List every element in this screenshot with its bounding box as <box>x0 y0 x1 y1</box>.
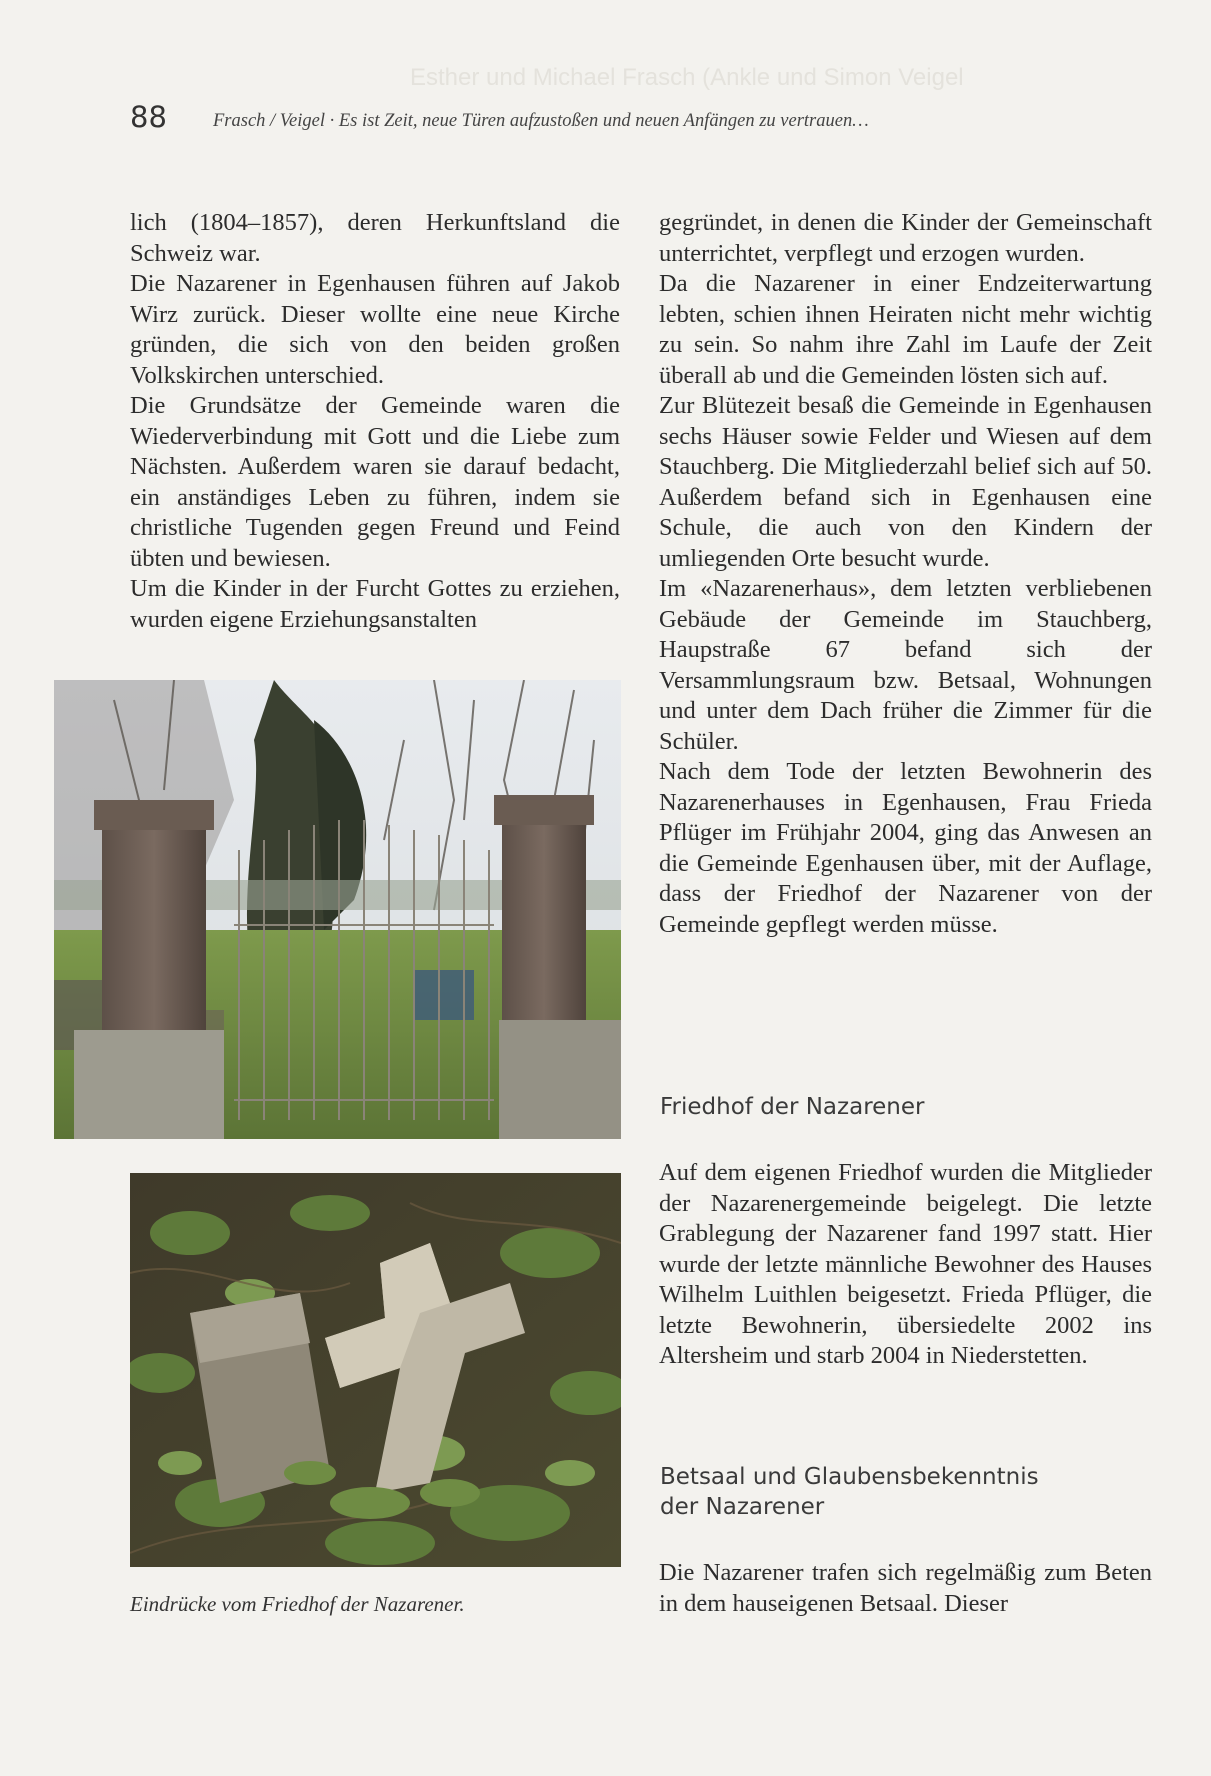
section-betsaal-body <box>659 1558 1152 1619</box>
left-paragraph-1: lich (1804–1857), deren Herkunftsland die Schweiz war. <box>130 209 620 267</box>
section-friedhof-body <box>659 1158 1152 1372</box>
right-paragraph-5: Nach dem Tode der letzten Bewohnerin des Nazarenerhauses in Egenhausen, Frau Frieda Pflüger im Frühjahr 2004, ging das Anwesen an die Gemeinde Egenhausen über, mit der Auflage, dass der Friedhof der Nazarener von der Gemeinde gepflegt werden müsse. <box>659 758 1152 938</box>
right-paragraph-1: gegründet, in denen die Kinder der Gemeinschaft unterrichtet, verpflegt und erzogen wurden. <box>659 209 1152 267</box>
cemetery-gate-photo <box>54 680 621 1139</box>
right-paragraph-2: Da die Nazarener in einer Endzeiterwartung lebten, schien ihnen Heiraten nicht mehr wichtig zu sein. So nahm ihre Zahl im Laufe der Zeit überall ab und die Gemeinden lösten sich auf. <box>659 270 1152 389</box>
page-header <box>130 100 1090 140</box>
right-column <box>659 208 1152 940</box>
left-column <box>130 208 620 635</box>
running-title: Frasch / Veigel · Es ist Zeit, neue Türen aufzustoßen und neuen Anfängen zu vertrauen… <box>213 111 869 131</box>
left-paragraph-3: Die Grundsätze der Gemeinde waren die Wiederverbindung mit Gott und die Liebe zum Nächsten. Außerdem waren sie darauf bedacht, ein anständiges Leben zu führen, indem sie christliche Tugenden gegen Freund und Feind übten und bewiesen. <box>130 392 620 572</box>
right-paragraph-4: Im «Nazarenerhaus», dem letzten verbliebenen Gebäude der Gemeinde im Stauchberg, Haupstraße 67 befand sich der Versammlungsraum bzw. Betsaal, Wohnungen und unter dem Dach früher die Zimmer für die Schüler. <box>659 575 1152 755</box>
section-heading-friedhof: Friedhof der Nazarener <box>660 1094 925 1120</box>
page-number: 88 <box>130 100 167 134</box>
left-paragraph-2: Die Nazarener in Egenhausen führen auf Jakob Wirz zurück. Dieser wollte eine neue Kirche gründen, die sich von den beiden großen Volkskirchen unterschied. <box>130 270 620 389</box>
left-paragraph-4: Um die Kinder in der Furcht Gottes zu erziehen, wurden eigene Erziehungsanstalten <box>130 575 620 633</box>
friedhof-paragraph: Auf dem eigenen Friedhof wurden die Mitglieder der Nazarenergemeinde beigelegt. Die letzte Grablegung der Nazarener fand 1997 statt. Hier wurde der letzte männliche Bewohner des Hauses Wilhelm Luithlen beigesetzt. Frieda Pflüger, die letzte Bewohnerin, übersiedelte 2002 ins Altersheim und starb 2004 in Niederstetten. <box>659 1159 1152 1369</box>
right-paragraph-3: Zur Blütezeit besaß die Gemeinde in Egenhausen sechs Häuser sowie Felder und Wiesen auf dem Stauchberg. Die Mitgliederzahl belief sich auf 50. Außerdem befand sich in Egenhausen eine Schule, die auch von den Kindern der umliegenden Orte besucht wurde. <box>659 392 1152 572</box>
betsaal-heading-line-1: Betsaal und Glaubensbekenntnis <box>660 1464 1039 1490</box>
fallen-cross-photo <box>130 1173 621 1567</box>
section-heading-betsaal <box>660 1462 1039 1522</box>
betsaal-heading-line-2: der Nazarener <box>660 1494 825 1520</box>
bleed-through-text: Esther und Michael Frasch (Ankle und Simon Veigel <box>410 64 964 91</box>
figure-caption: Eindrücke vom Friedhof der Nazarener. <box>130 1592 465 1616</box>
betsaal-paragraph: Die Nazarener trafen sich regelmäßig zum Beten in dem hauseigenen Betsaal. Dieser <box>659 1559 1152 1617</box>
